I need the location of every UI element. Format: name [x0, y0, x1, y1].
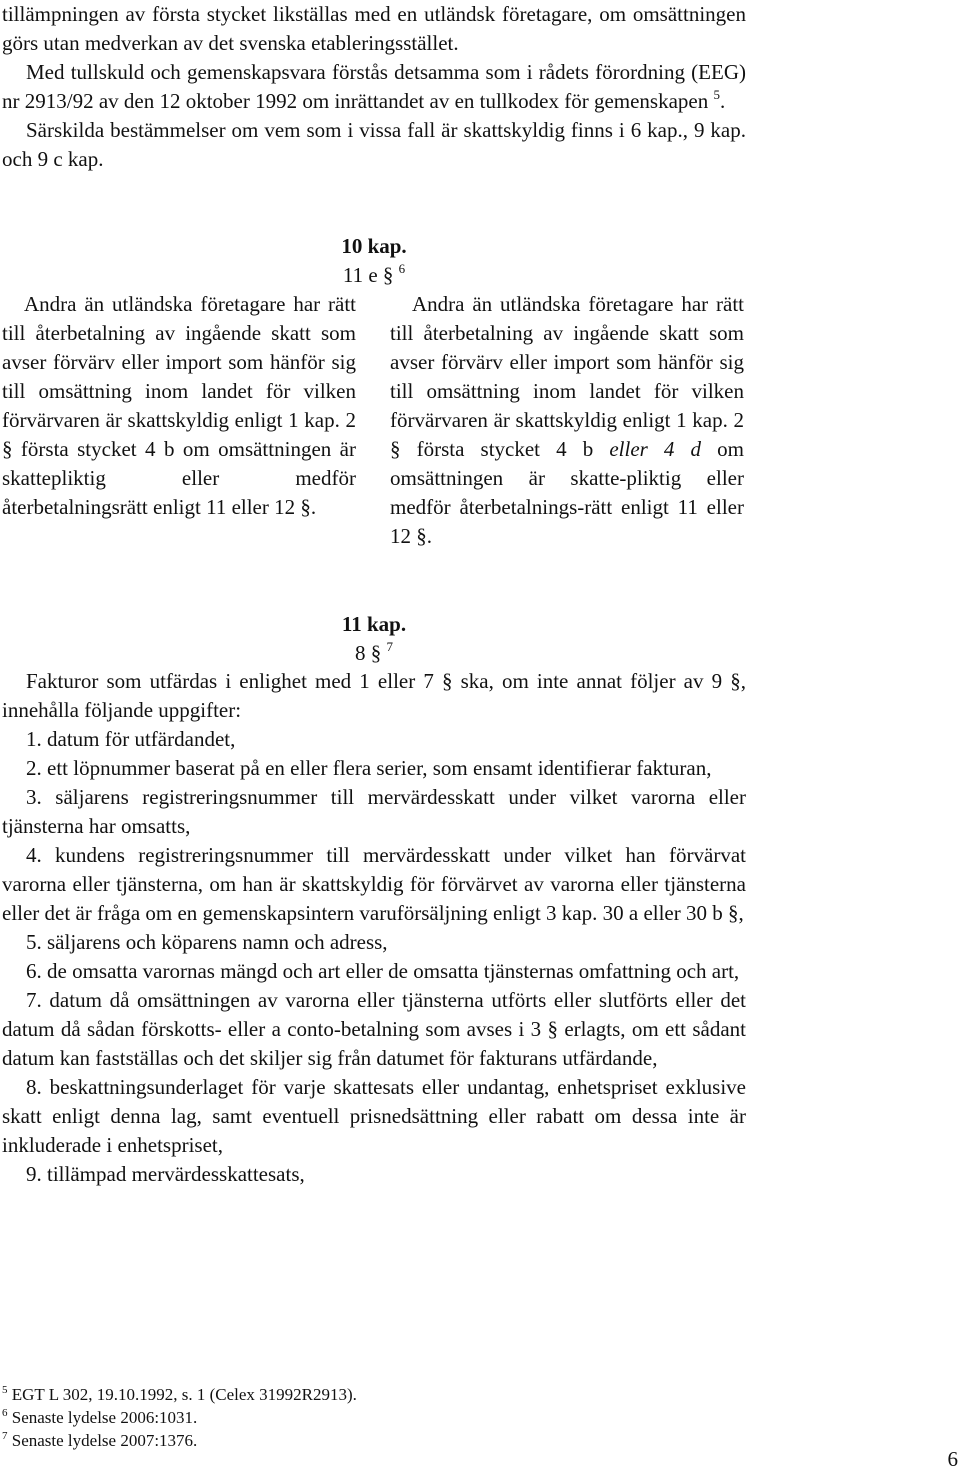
list-item: 3. säljarens registreringsnummer till mervärdesskatt under vilket varorna eller tjänsterna har omsatts,: [2, 785, 746, 838]
footnote-6-number: 6: [2, 1407, 8, 1419]
intro-text: [2, 0, 746, 174]
list-item: 8. beskattningsunderlaget för varje skattesats eller undantag, enhetspriset exklusive skatt enligt denna lag, samt eventuell prisnedsättning eller rabatt om dessa inte är inkluderade i enhetspriset,: [2, 1075, 746, 1157]
section-8-body: [2, 667, 746, 1189]
section-11e-heading: [2, 261, 746, 290]
footnote-5: [2, 1383, 746, 1406]
list-item: 1. datum för utfärdandet,: [26, 727, 236, 751]
section-11e-label: 11 e §: [342, 263, 394, 287]
section-8-heading: [2, 639, 746, 668]
old-wording-column: Andra än utländska företagare har rätt till återbetalning av ingående skatt som avser förvärv eller import som hänför sig till omsättning inom landet för vilken förvärvaren är skattskyldig enligt 1 kap. 2 § första stycket 4 b om omsättningen är skattepliktig eller medför återbetalningsrätt enligt 11 eller 12 §.: [2, 292, 356, 519]
page-number: 6: [947, 1447, 958, 1471]
intro-paragraph-3: Särskilda bestämmelser om vem som i vissa fall är skattskyldig finns i 6 kap., 9 kap. och 9 c kap.: [2, 118, 746, 171]
list-item: 7. datum då omsättningen av varorna eller tjänsterna utförts eller slutförts eller det datum då sådan förskotts- eller a conto-betalning som avses i 3 § erlagts, om ett sådant datum kan fastställas och det skiljer sig från datumet för fakturans utfärdande,: [2, 988, 746, 1070]
new-wording-column: [390, 290, 744, 551]
list-item: 5. säljarens och köparens namn och adress,: [26, 930, 388, 954]
new-wording-text-a: Andra än utländska företagare har rätt till återbetalning av ingående skatt som avser förvärv eller import som hänför sig till omsättning inom landet för vilken förvärvaren är skattskyldig enligt 1 kap. 2 § första stycket 4 b: [390, 292, 744, 461]
footnote-ref-7: 7: [386, 639, 393, 654]
list-item: 6. de omsatta varornas mängd och art eller de omsatta tjänsternas omfattning och art,: [26, 959, 740, 983]
section-8-label: 8 §: [355, 641, 382, 665]
footnote-ref-6: 6: [398, 261, 406, 276]
new-wording-text-c: om omsättningen är skatte-pliktig eller medför återbetalnings-rätt enligt 11 eller 12 §.: [390, 437, 744, 548]
footnote-7-number: 7: [2, 1430, 8, 1442]
chapter-11-heading: 11 kap.: [341, 612, 407, 636]
list-item: 9. tillämpad mervärdesskattesats,: [26, 1162, 305, 1186]
list-item: 4. kundens registreringsnummer till mervärdesskatt under vilket han förvärvat varorna eller tjänsterna, om han är skattskyldig för förvärvet av varorna eller tjänsterna eller det är fråga om en gemenskapsintern varuförsäljning enligt 3 kap. 30 a eller 30 b §,: [2, 843, 746, 925]
new-wording-insertion: eller 4 d: [609, 437, 702, 461]
footnote-6: [2, 1406, 746, 1429]
intro-paragraph-1: tillämpningen av första stycket likställas med en utländsk företagare, om omsättningen görs utan medverkan av det svenska etableringsstället.: [2, 2, 746, 55]
footnote-6-text: Senaste lydelse 2006:1031.: [11, 1408, 198, 1427]
footnote-5-number: 5: [2, 1384, 8, 1396]
intro-paragraph-2-end: .: [720, 89, 726, 113]
footnote-7: [2, 1429, 746, 1452]
footnote-5-text: EGT L 302, 19.10.1992, s. 1 (Celex 31992R2913).: [11, 1385, 357, 1404]
footnote-ref-5: 5: [713, 87, 720, 102]
intro-paragraph-2: [2, 58, 746, 116]
intro-paragraph-2-text: Med tullskuld och gemenskapsvara förstås detsamma som i rådets förordning (EEG) nr 2913/92 av den 12 oktober 1992 om inrättandet av en tullkodex för gemenskapen: [2, 60, 746, 113]
list-item: 2. ett löpnummer baserat på en eller flera serier, som ensamt identifierar fakturan,: [26, 756, 712, 780]
chapter-10-heading: 10 kap.: [341, 234, 407, 258]
section-8-intro: Fakturor som utfärdas i enlighet med 1 eller 7 § ska, om inte annat följer av 9 §, innehålla följande uppgifter:: [2, 669, 746, 722]
footnote-7-text: Senaste lydelse 2007:1376.: [11, 1431, 198, 1450]
footnotes: [2, 1383, 746, 1452]
